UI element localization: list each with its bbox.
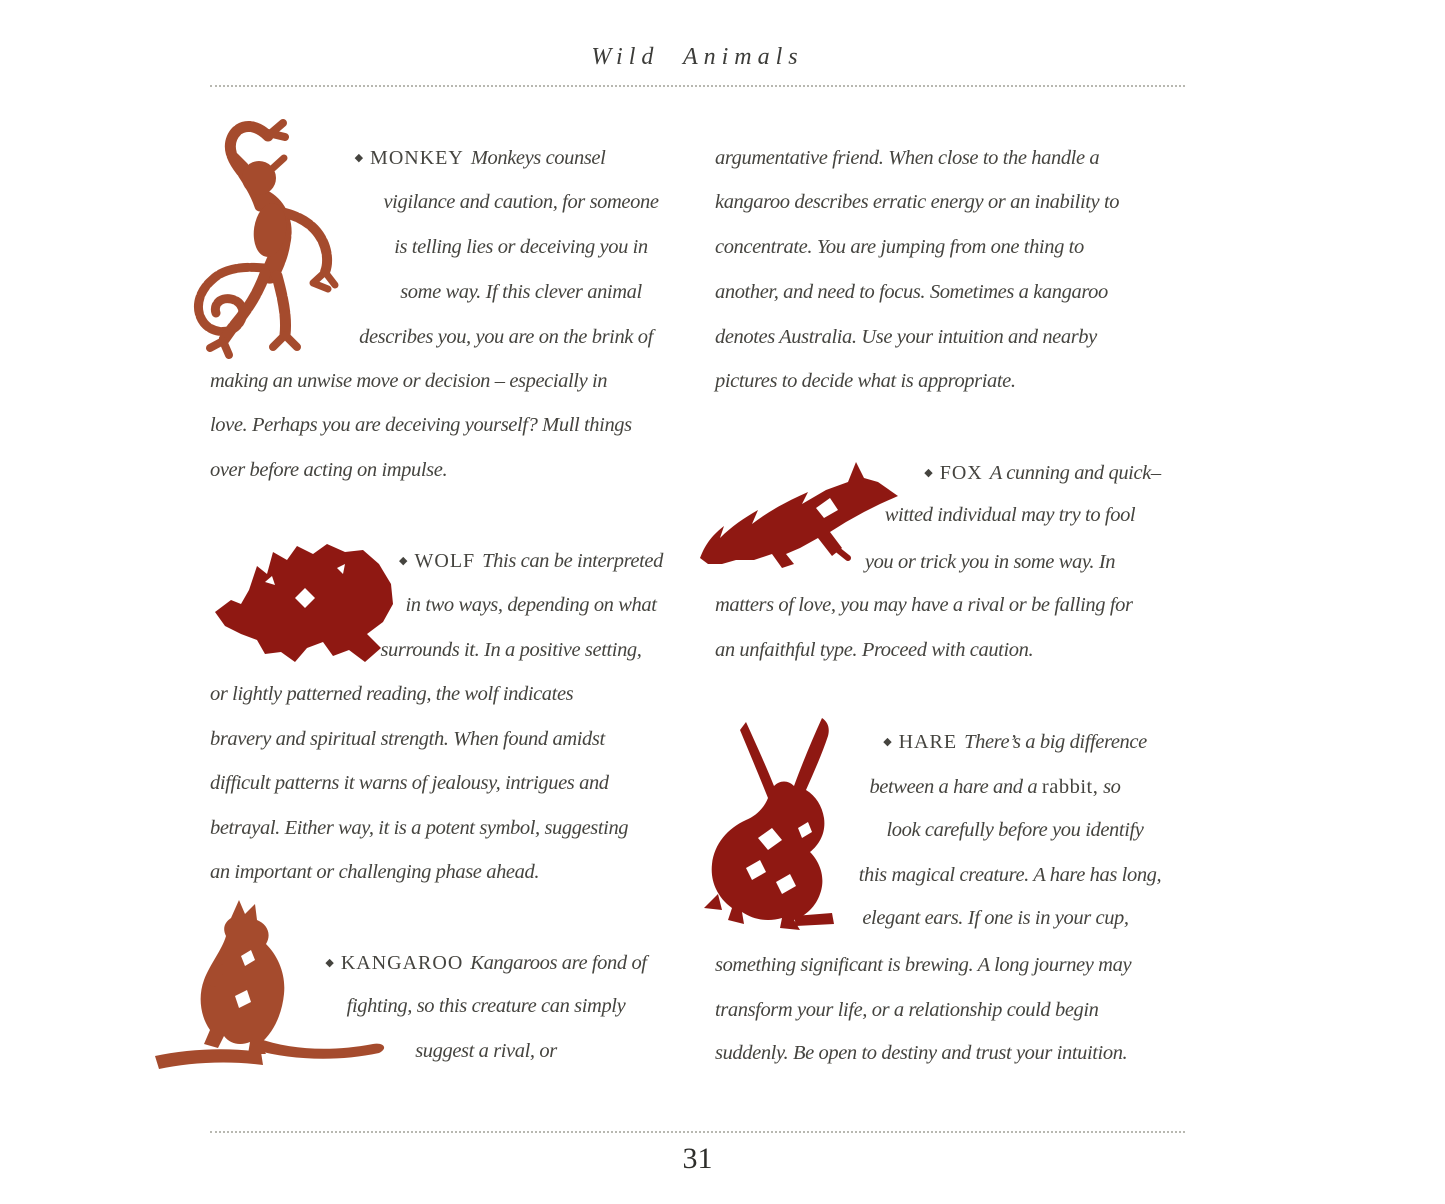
diamond-bullet-icon: ◆ xyxy=(883,736,892,748)
wolf-entry-first-line xyxy=(380,546,682,576)
page-number: 31 xyxy=(682,1142,713,1175)
fox-text-line: you or trick you in some way. In xyxy=(864,551,1116,573)
hare-entry-name: HARE xyxy=(898,731,958,753)
monkey-text-line: making an unwise move or decision – especially in xyxy=(210,370,608,392)
diamond-bullet-icon: ◆ xyxy=(399,555,408,567)
wolf-text-line: or lightly patterned reading, the wolf indicates xyxy=(210,683,574,705)
wolf-entry-name: WOLF xyxy=(414,550,476,572)
fox-text-line: an unfaithful type. Proceed with caution. xyxy=(715,639,1034,661)
kangaroo-entry-intro: Kangaroos are fond of xyxy=(470,952,647,974)
hare-text-line: elegant ears. If one is in your cup, xyxy=(862,907,1129,929)
kangaroo-text-line: suggest a rival, or xyxy=(415,1040,557,1062)
kangaroo-continuation-line: concentrate. You are jumping from one thing to xyxy=(715,236,1084,258)
monkey-entry-intro: Monkeys counsel xyxy=(470,147,606,169)
rabbit-cross-reference: rabbit, xyxy=(1041,776,1099,798)
kangaroo-continuation-line: argumentative friend. When close to the handle a xyxy=(715,147,1100,169)
monkey-text-line: describes you, you are on the brink of xyxy=(359,326,653,348)
wolf-text-line: an important or challenging phase ahead. xyxy=(210,861,540,883)
kangaroo-continuation-line: pictures to decide what is appropriate. xyxy=(715,370,1016,392)
hare-entry-intro: There’s a big difference xyxy=(964,731,1147,753)
hare-entry-first-line xyxy=(845,727,1185,757)
top-divider xyxy=(210,85,1185,87)
hare-line-post: so xyxy=(1103,776,1121,798)
hare-text-line: transform your life, or a relationship could begin xyxy=(715,999,1099,1021)
hare-line-pre: between a hare and a xyxy=(869,776,1038,798)
kangaroo-entry-name: KANGAROO xyxy=(340,952,464,974)
monkey-text-line: love. Perhaps you are deceiving yourself? Mull things xyxy=(210,414,632,436)
diamond-bullet-icon: ◆ xyxy=(325,957,334,969)
monkey-entry-first-line xyxy=(285,143,675,173)
page-title: Wild Animals xyxy=(591,44,804,70)
hare-text-line-with-reference xyxy=(830,772,1160,802)
monkey-text-line: is telling lies or deceiving you in xyxy=(394,236,648,258)
wolf-text-line: in two ways, depending on what xyxy=(405,594,657,616)
wolf-text-line: difficult patterns it warns of jealousy, intrigues and xyxy=(210,772,609,794)
monkey-entry-name: MONKEY xyxy=(370,147,464,169)
hare-text-line: suddenly. Be open to destiny and trust your intuition. xyxy=(715,1042,1128,1064)
fox-entry-first-line xyxy=(895,458,1190,488)
wolf-entry-intro: This can be interpreted xyxy=(482,550,663,572)
hare-text-line: something significant is brewing. A long journey may xyxy=(715,954,1132,976)
hare-text-line: look carefully before you identify xyxy=(886,819,1144,841)
kangaroo-text-line: fighting, so this creature can simply xyxy=(346,995,626,1017)
kangaroo-continuation-line: another, and need to focus. Sometimes a kangaroo xyxy=(715,281,1108,303)
monkey-text-line: over before acting on impulse. xyxy=(210,459,448,481)
kangaroo-continuation-line: kangaroo describes erratic energy or an inability to xyxy=(715,191,1120,213)
wolf-text-line: bravery and spiritual strength. When found amidst xyxy=(210,728,605,750)
monkey-text-line: vigilance and caution, for someone xyxy=(383,191,659,213)
diamond-bullet-icon: ◆ xyxy=(924,467,933,479)
fox-text-line: witted individual may try to fool xyxy=(884,504,1136,526)
fox-entry-intro: A cunning and quick– xyxy=(989,462,1161,484)
hare-illustration xyxy=(702,710,857,932)
kangaroo-continuation-line: denotes Australia. Use your intuition and nearby xyxy=(715,326,1097,348)
fox-text-line: matters of love, you may have a rival or be falling for xyxy=(715,594,1133,616)
hare-text-line: this magical creature. A hare has long, xyxy=(858,864,1162,886)
bottom-divider xyxy=(210,1131,1185,1133)
diamond-bullet-icon: ◆ xyxy=(354,152,364,164)
wolf-text-line: surrounds it. In a positive setting, xyxy=(380,639,642,661)
fox-entry-name: FOX xyxy=(939,462,983,484)
kangaroo-entry-first-line xyxy=(290,948,682,978)
monkey-text-line: some way. If this clever animal xyxy=(400,281,642,303)
wolf-text-line: betrayal. Either way, it is a potent symbol, suggesting xyxy=(210,817,629,839)
